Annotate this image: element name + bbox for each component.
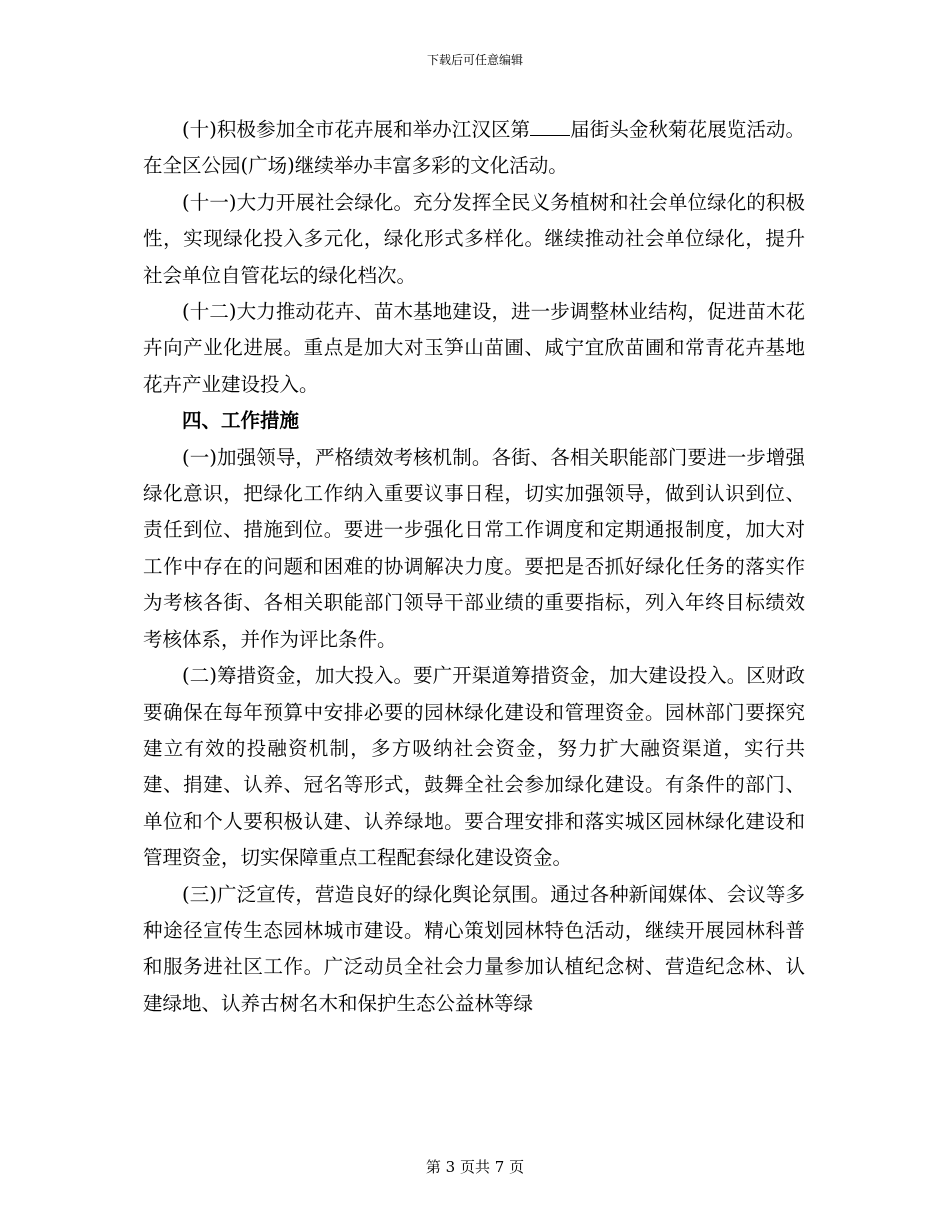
paragraph-measure-3: (三)广泛宣传，营造良好的绿化舆论氛围。通过各种新闻媒体、会议等多种途径宣传生态园林城市建设。精心策划园林特色活动，继续开展园林科普和服务进社区工作。广泛动员全社会力量参加认植纪念树、营造纪念林、认建绿地、认养古树名木和保护生态公益林等绿: [143, 882, 805, 1015]
paragraph-measure-1: (一)加强领导，严格绩效考核机制。各街、各相关职能部门要进一步增强绿化意识，把绿化工作纳入重要议事日程，切实加强领导，做到认识到位、责任到位、措施到位。要进一步强化日常工作调度和定期通报制度，加大对工作中存在的问题和困难的协调解决力度。要把是否抓好绿化任务的落实作为考核各街、各相关职能部门领导干部业绩的重要指标，列入年终目标绩效考核体系，并作为评比条件。: [143, 445, 805, 651]
section-heading-measures: 四、工作措施: [182, 409, 300, 433]
page-header: 下载后可任意编辑: [426, 53, 523, 67]
document-body: [143, 112, 805, 1022]
paragraph-item-10: [143, 112, 805, 185]
paragraph-item-10-end: 届街头金秋菊花展览活动。在全区公园(广场)继续举办丰富多彩的文化活动。: [143, 118, 805, 178]
fill-in-blank: [530, 117, 570, 136]
paragraph-item-10-start: (十)积极参加全市花卉展和举办江汉区第: [182, 118, 531, 141]
paragraph-item-11: (十一)大力开展社会绿化。充分发挥全民义务植树和社会单位绿化的积极性，实现绿化投入多元化，绿化形式多样化。继续推动社会单位绿化，提升社会单位自管花坛的绿化档次。: [143, 190, 805, 287]
paragraph-measure-2: (二)筹措资金，加大投入。要广开渠道筹措资金，加大建设投入。区财政要确保在每年预算中安排必要的园林绿化建设和管理资金。园林部门要探究建立有效的投融资机制，多方吸纳社会资金，努力扩大融资渠道，实行共建、捐建、认养、冠名等形式，鼓舞全社会参加绿化建设。有条件的部门、单位和个人要积极认建、认养绿地。要合理安排和落实城区园林绿化建设和管理资金，切实保障重点工程配套绿化建设资金。: [143, 664, 805, 870]
paragraph-item-12: (十二)大力推动花卉、苗木基地建设，进一步调整林业结构，促进苗木花卉向产业化进展。重点是加大对玉笋山苗圃、咸宁宜欣苗圃和常青花卉基地花卉产业建设投入。: [143, 300, 805, 396]
page-number-footer: 第 3 页共 7 页: [425, 1158, 525, 1176]
